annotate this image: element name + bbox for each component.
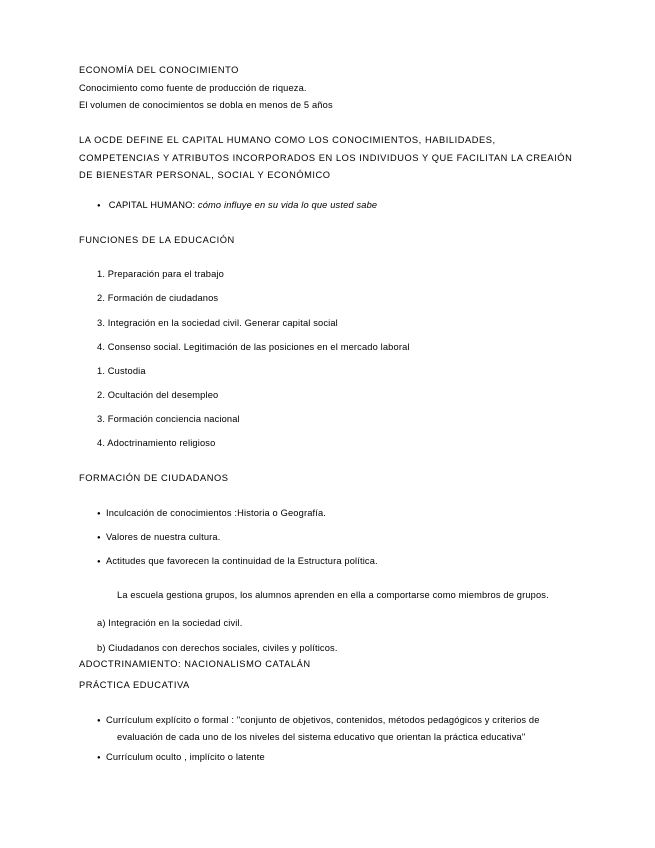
escuela-paragraph: La escuela gestiona grupos, los alumnos aprenden en ella a comportarse como miembros de grupos. xyxy=(117,590,549,600)
subitem-b: b) Ciudadanos con derechos sociales, civiles y políticos. xyxy=(97,643,338,653)
curriculum-explicito-continuation: evaluación de cada uno de los niveles del sistema educativo que orientan la práctica educativa" xyxy=(117,732,526,742)
formacion-bullet: ● Valores de nuestra cultura. xyxy=(97,531,220,544)
funcion-item: 3. Formación conciencia nacional xyxy=(97,414,240,424)
heading-adoctrinamiento: ADOCTRINAMIENTO: NACIONALISMO CATALÁN xyxy=(79,659,311,669)
paragraph-riqueza: Conocimiento como fuente de producción de riqueza. xyxy=(79,83,307,93)
funcion-item: 4. Adoctrinamiento religioso xyxy=(97,438,216,448)
capital-humano-label: CAPITAL HUMANO: xyxy=(108,200,196,210)
capital-humano-bullet xyxy=(97,199,377,212)
funcion-item: 1. Custodia xyxy=(97,366,146,376)
heading-funciones: FUNCIONES DE LA EDUCACIÓN xyxy=(79,235,235,245)
funcion-item: 1. Preparación para el trabajo xyxy=(97,269,224,279)
heading-practica: PRÁCTICA EDUCATIVA xyxy=(79,680,190,690)
heading-economia: ECONOMÍA DEL CONOCIMIENTO xyxy=(79,65,239,75)
formacion-bullet: ● Actitudes que favorecen la continuidad de la Estructura política. xyxy=(97,555,378,568)
funcion-item: 2. Ocultación del desempleo xyxy=(97,390,219,400)
funcion-item: 2. Formación de ciudadanos xyxy=(97,293,219,303)
ocde-line-3: DE BIENESTAR PERSONAL, SOCIAL Y ECONÓMICO xyxy=(79,170,331,180)
capital-humano-italic: cómo influye en su vida lo que usted sabe xyxy=(197,200,378,210)
curriculum-explicito-bullet: ● Currículum explícito o formal : "conjunto de objetivos, contenidos, métodos pedagógicos y criterios de xyxy=(97,714,540,727)
ocde-line-2: COMPETENCIAS Y ATRIBUTOS INCORPORADOS EN LOS INDIVIDUOS Y QUE FACILITAN LA CREAIÓN xyxy=(79,153,573,163)
subitem-a: a) Integración en la sociedad civil. xyxy=(97,618,243,628)
formacion-bullet: ● Inculcación de conocimientos :Historia o Geografía. xyxy=(97,507,326,520)
funcion-item: 4. Consenso social. Legitimación de las posiciones en el mercado laboral xyxy=(97,342,410,352)
funcion-item: 3. Integración en la sociedad civil. Generar capital social xyxy=(97,318,338,328)
paragraph-volumen: El volumen de conocimientos se dobla en menos de 5 años xyxy=(79,100,333,110)
ocde-line-1: LA OCDE DEFINE EL CAPITAL HUMANO COMO LOS CONOCIMIENTOS, HABILIDADES, xyxy=(79,135,496,145)
heading-formacion: FORMACIÓN DE CIUDADANOS xyxy=(79,473,229,483)
curriculum-oculto-bullet: ● Currículum oculto , implícito o latente xyxy=(97,751,265,764)
